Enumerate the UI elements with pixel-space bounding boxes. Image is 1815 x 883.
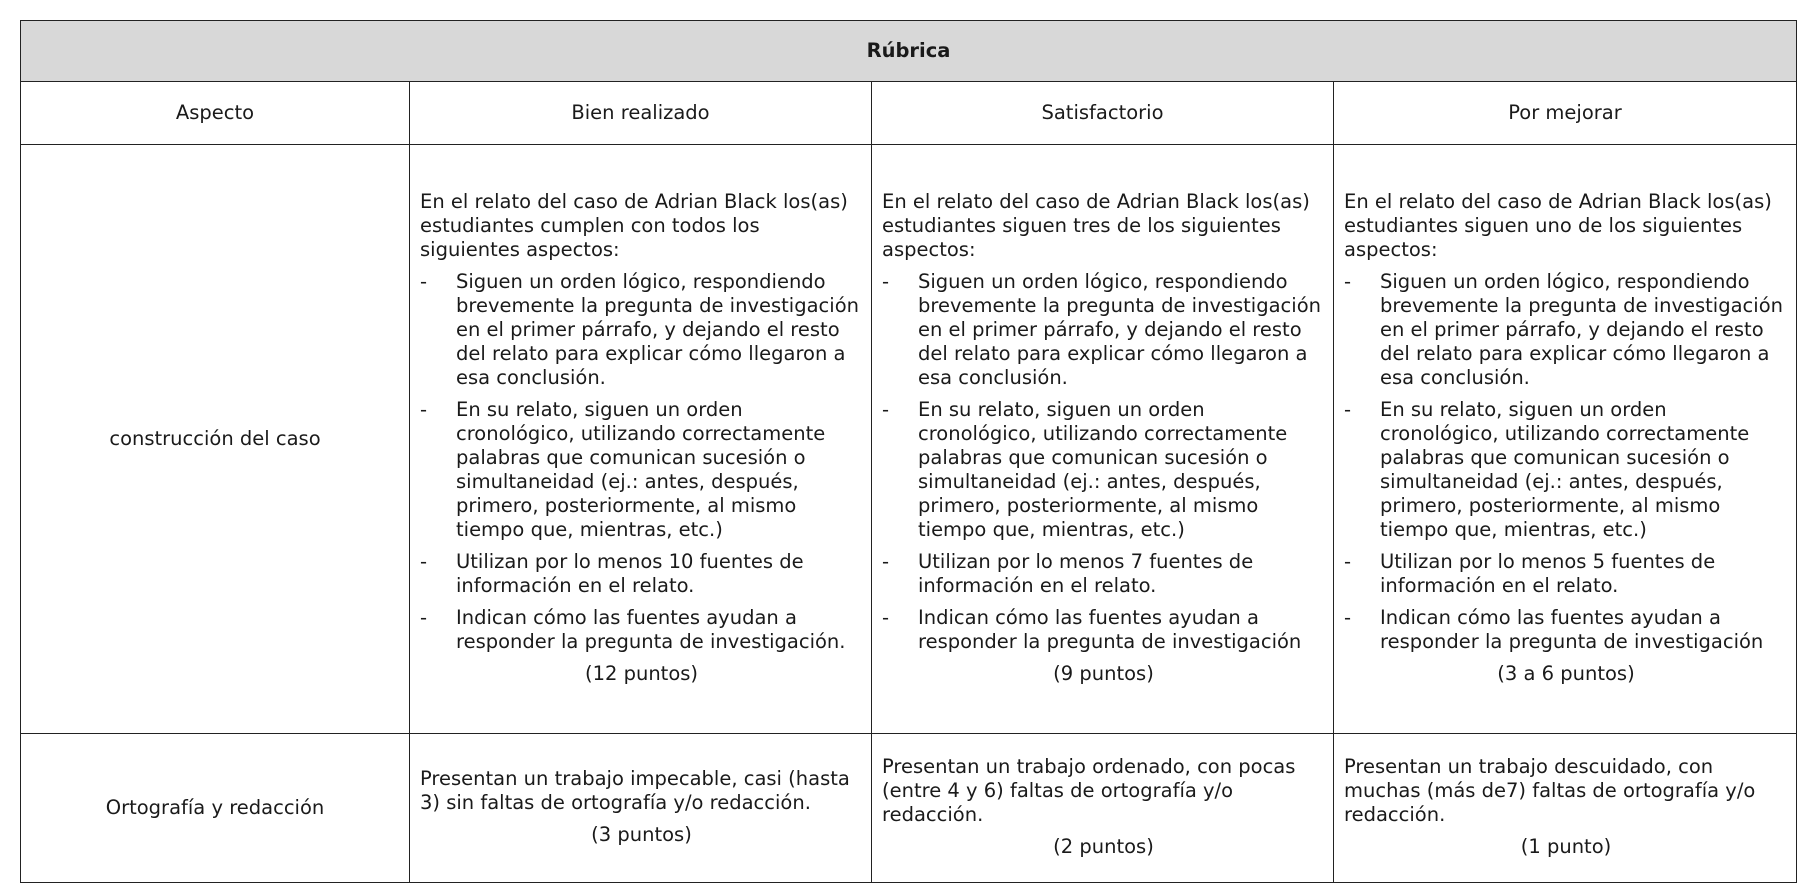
level-cell-por-mejorar <box>1334 734 1797 883</box>
bullet-dash: - <box>882 270 890 293</box>
level-intro: Presentan un trabajo ordenado, con pocas (entre 4 y 6) faltas de ortografía y/o redacción. <box>882 755 1296 826</box>
header-level-satisfactorio: Satisfactorio <box>872 82 1334 145</box>
points-label: (9 puntos) <box>1053 662 1154 685</box>
criteria-item: - Utilizan por lo menos 5 fuentes de información en el relato. <box>1344 550 1716 597</box>
criteria-item: - En su relato, siguen un orden cronológico, utilizando correctamente palabras que comunican sucesión o simultaneidad (ej.: antes, después, primero, posteriormente, al mismo tiempo que, mientras, etc.) <box>882 398 1288 541</box>
rubric-table <box>20 20 1797 883</box>
level-intro: Presentan un trabajo impecable, casi (hasta 3) sin faltas de ortografía y/o redacción. <box>420 767 850 814</box>
level-intro: En el relato del caso de Adrian Black los(as) estudiantes siguen uno de los siguientes aspectos: <box>1344 190 1772 261</box>
level-intro: En el relato del caso de Adrian Black los(as) estudiantes siguen tres de los siguientes aspectos: <box>882 190 1310 261</box>
rubric-title: Rúbrica <box>21 21 1797 82</box>
level-intro: En el relato del caso de Adrian Black los(as) estudiantes cumplen con todos los siguientes aspectos: <box>420 190 848 261</box>
bullet-dash: - <box>882 606 890 629</box>
bullet-dash: - <box>1344 550 1352 573</box>
aspect-cell: construcción del caso <box>21 145 410 734</box>
level-cell-bien-realizado <box>410 734 872 883</box>
criteria-item: - En su relato, siguen un orden cronológico, utilizando correctamente palabras que comunican sucesión o simultaneidad (ej.: antes, después, primero, posteriormente, al mismo tiempo que, mientras, etc.) <box>1344 398 1750 541</box>
header-level-por-mejorar: Por mejorar <box>1334 82 1797 145</box>
criteria-item: - Utilizan por lo menos 10 fuentes de información en el relato. <box>420 550 804 597</box>
criteria-item: - Indican cómo las fuentes ayudan a responder la pregunta de investigación <box>882 606 1302 653</box>
criteria-item: - Siguen un orden lógico, respondiendo brevemente la pregunta de investigación en el primer párrafo, y dejando el resto del relato para explicar cómo llegaron a esa conclusión. <box>1344 270 1783 389</box>
bullet-dash: - <box>420 606 428 629</box>
rubric-header-row <box>21 82 1797 145</box>
criteria-item: - Utilizan por lo menos 7 fuentes de información en el relato. <box>882 550 1254 597</box>
level-intro: Presentan un trabajo descuidado, con muchas (más de7) faltas de ortografía y/o redacción. <box>1344 755 1756 826</box>
criteria-list <box>882 270 1325 654</box>
bullet-dash: - <box>882 550 890 573</box>
bullet-dash: - <box>420 550 428 573</box>
points-label: (3 a 6 puntos) <box>1497 662 1635 685</box>
points-label: (3 puntos) <box>591 823 692 846</box>
level-cell-satisfactorio <box>872 145 1334 734</box>
bullet-dash: - <box>1344 398 1352 421</box>
header-level-bien-realizado: Bien realizado <box>410 82 872 145</box>
rubric-title-row <box>21 21 1797 82</box>
header-aspect: Aspecto <box>21 82 410 145</box>
criteria-item: - Indican cómo las fuentes ayudan a responder la pregunta de investigación. <box>420 606 846 653</box>
points-label: (2 puntos) <box>1053 835 1154 858</box>
bullet-dash: - <box>1344 606 1352 629</box>
level-cell-bien-realizado <box>410 145 872 734</box>
level-cell-satisfactorio <box>872 734 1334 883</box>
bullet-dash: - <box>420 398 428 421</box>
points-label: (12 puntos) <box>584 662 699 685</box>
criteria-item: - Siguen un orden lógico, respondiendo brevemente la pregunta de investigación en el primer párrafo, y dejando el resto del relato para explicar cómo llegaron a esa conclusión. <box>420 270 859 389</box>
criteria-list <box>1344 270 1788 654</box>
rubric-row-construccion <box>21 145 1797 734</box>
level-cell-por-mejorar <box>1334 145 1797 734</box>
criteria-item: - En su relato, siguen un orden cronológico, utilizando correctamente palabras que comunican sucesión o simultaneidad (ej.: antes, después, primero, posteriormente, al mismo tiempo que, mientras, etc.) <box>420 398 826 541</box>
criteria-item: - Siguen un orden lógico, respondiendo brevemente la pregunta de investigación en el primer párrafo, y dejando el resto del relato para explicar cómo llegaron a esa conclusión. <box>882 270 1321 389</box>
aspect-cell: Ortografía y redacción <box>21 734 410 883</box>
bullet-dash: - <box>1344 270 1352 293</box>
bullet-dash: - <box>882 398 890 421</box>
criteria-list <box>420 270 863 654</box>
criteria-item: - Indican cómo las fuentes ayudan a responder la pregunta de investigación <box>1344 606 1764 653</box>
rubric-row-ortografia <box>21 734 1797 883</box>
bullet-dash: - <box>420 270 428 293</box>
points-label: (1 punto) <box>1520 835 1612 858</box>
